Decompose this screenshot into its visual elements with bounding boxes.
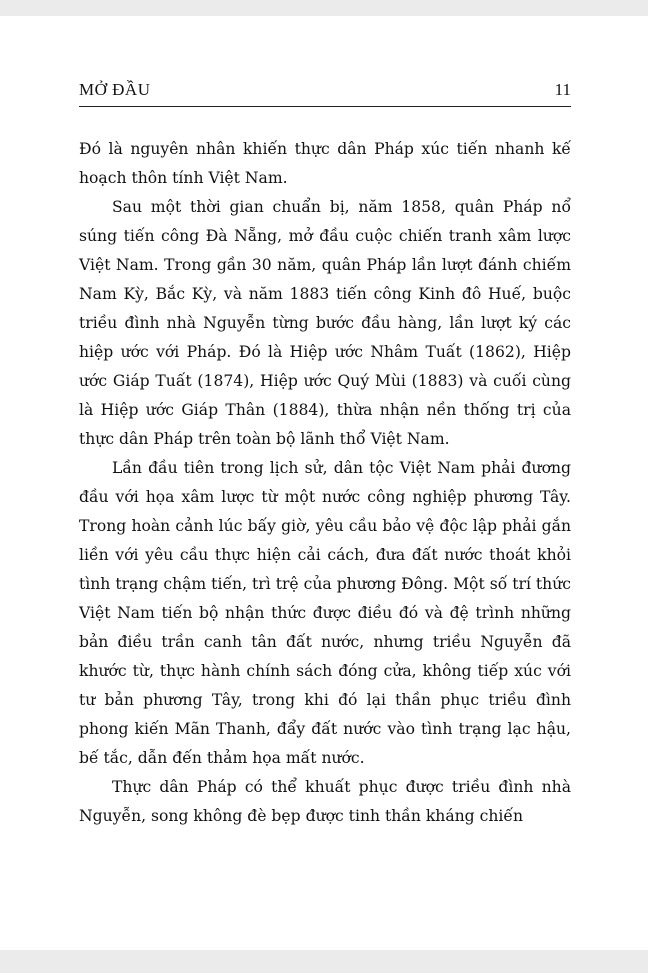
body-text (79, 135, 571, 831)
paragraph: Lần đầu tiên trong lịch sử, dân tộc Việt Nam phải đương đầu với họa xâm lược từ một nước công nghiệp phương Tây. Trong hoàn cảnh lúc bấy giờ, yêu cầu bảo vệ độc lập phải gắn liền với yêu cầu thực hiện cải cách, đưa đất nước thoát khỏi tình trạng chậm tiến, trì trệ của phương Đông. Một số trí thức Việt Nam tiến bộ nhận thức được điều đó và đệ trình những bản điều trần canh tân đất nước, nhưng triều Nguyễn đã khước từ, thực hành chính sách đóng cửa, không tiếp xúc với tư bản phương Tây, trong khi đó lại thần phục triều đình phong kiến Mãn Thanh, đẩy đất nước vào tình trạng lạc hậu, bế tắc, dẫn đến thảm họa mất nước. (79, 459, 571, 767)
page-number: 11 (554, 80, 571, 99)
book-page (0, 16, 648, 950)
chapter-title: MỞ ĐẦU (79, 80, 151, 99)
paragraph: Sau một thời gian chuẩn bị, năm 1858, quân Pháp nổ súng tiến công Đà Nẵng, mở đầu cuộc chiến tranh xâm lược Việt Nam. Trong gần 30 năm, quân Pháp lần lượt đánh chiếm Nam Kỳ, Bắc Kỳ, và năm 1883 tiến công Kinh đô Huế, buộc triều đình nhà Nguyễn từng bước đầu hàng, lần lượt ký các hiệp ước với Pháp. Đó là Hiệp ước Nhâm Tuất (1862), Hiệp ước Giáp Tuất (1874), Hiệp ước Quý Mùi (1883) và cuối cùng là Hiệp ước Giáp Thân (1884), thừa nhận nền thống trị của thực dân Pháp trên toàn bộ lãnh thổ Việt Nam. (79, 198, 571, 448)
header-rule (79, 106, 571, 107)
paragraph: Đó là nguyên nhân khiến thực dân Pháp xúc tiến nhanh kế hoạch thôn tính Việt Nam. (79, 140, 571, 187)
running-header (79, 80, 571, 102)
paragraph: Thực dân Pháp có thể khuất phục được triều đình nhà Nguyễn, song không đè bẹp được tinh thần kháng chiến (79, 778, 571, 825)
